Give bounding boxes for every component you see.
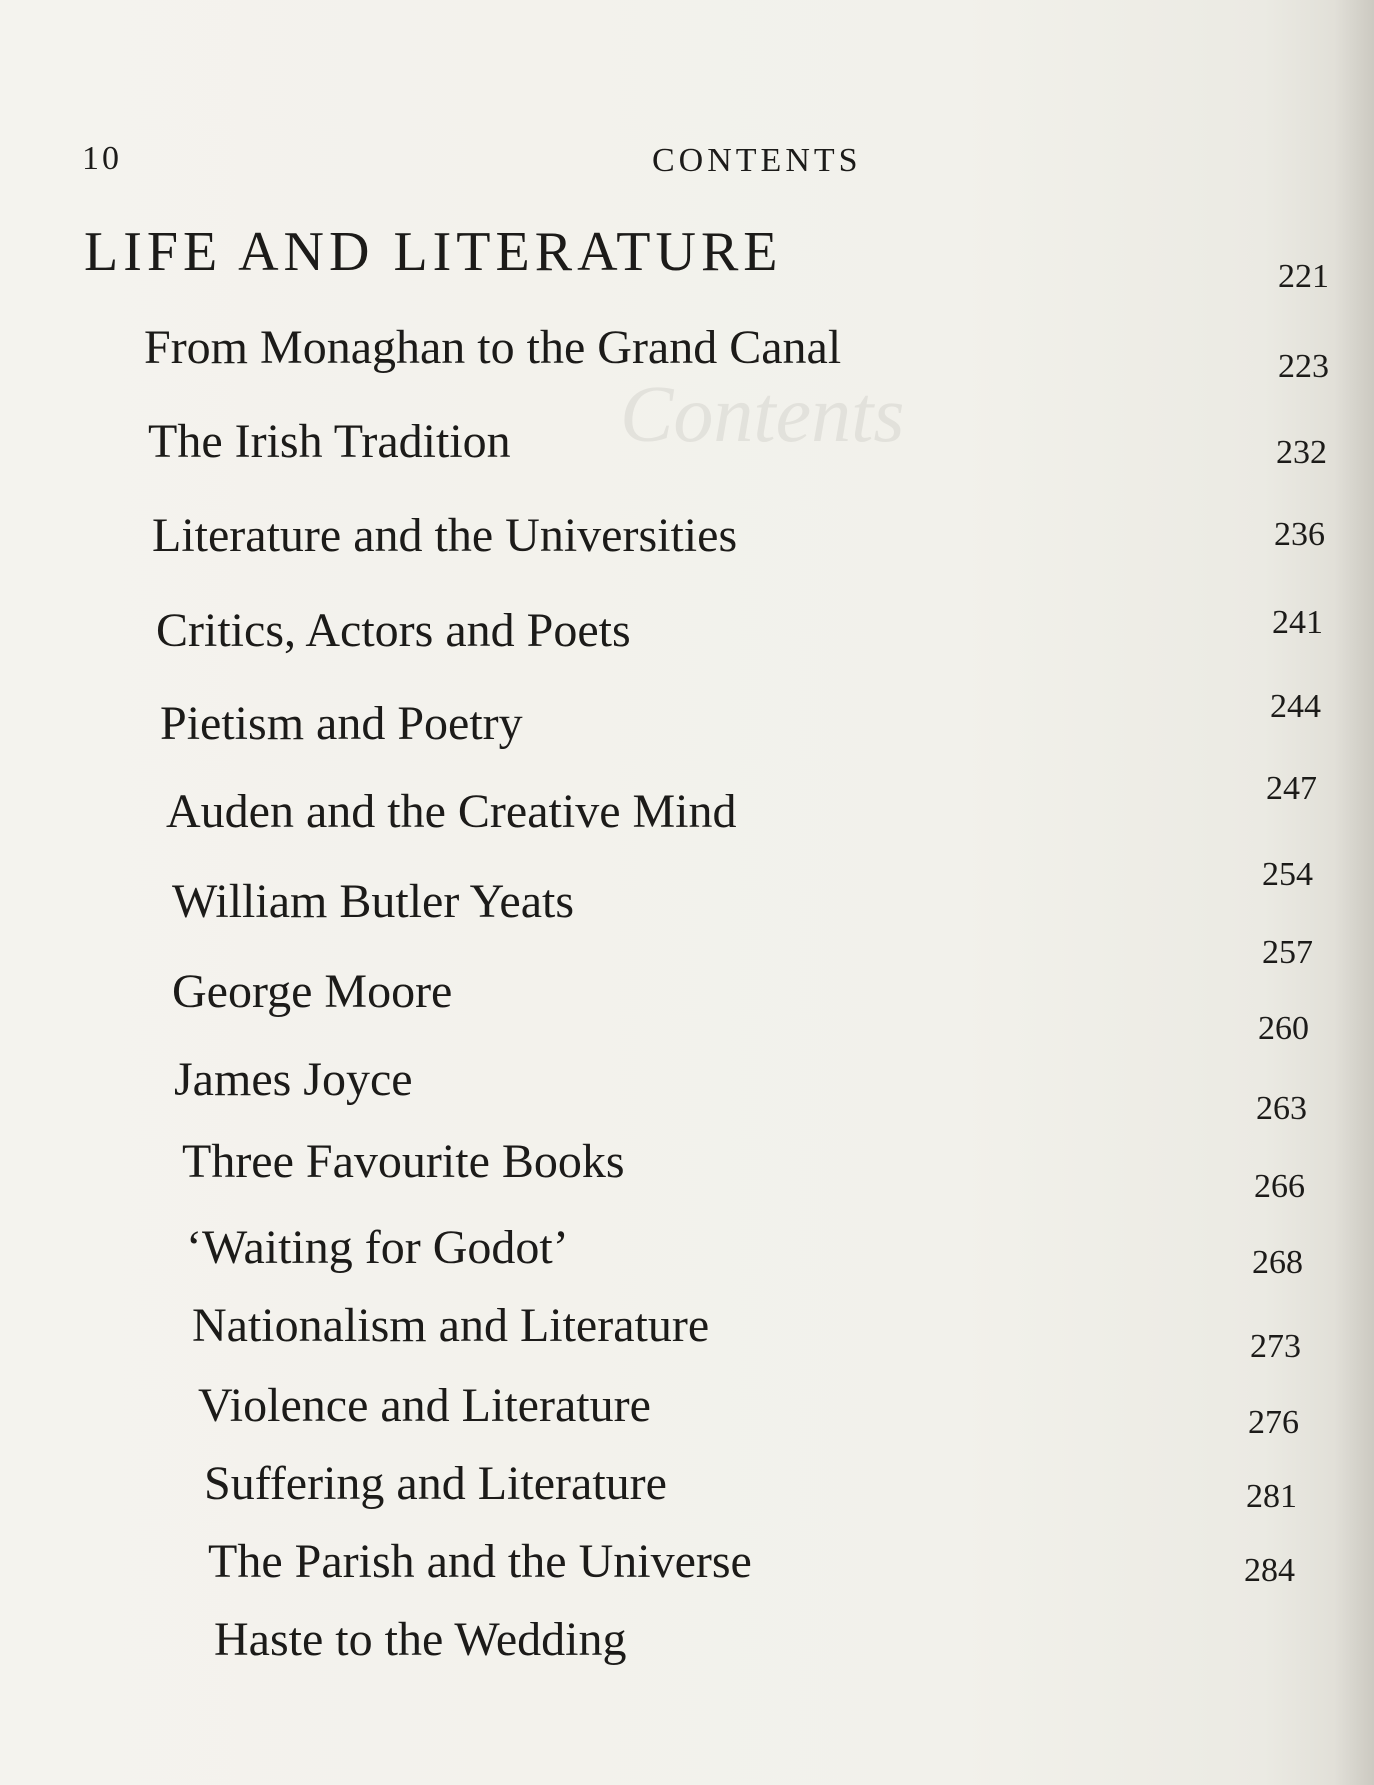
toc-entry-title: Violence and Literature xyxy=(198,1379,651,1432)
toc-entry-title: Nationalism and Literature xyxy=(192,1299,710,1352)
toc-entry-title: Critics, Actors and Poets xyxy=(156,604,631,657)
toc-entry-page: 247 xyxy=(1266,770,1317,807)
toc-entry-page: 276 xyxy=(1248,1404,1299,1441)
toc-entry-page: 241 xyxy=(1272,604,1323,641)
toc-entry-page: 263 xyxy=(1256,1090,1307,1127)
toc-entry-page: 266 xyxy=(1254,1168,1305,1205)
toc-entry-title: James Joyce xyxy=(174,1053,413,1106)
toc-entry-title: From Monaghan to the Grand Canal xyxy=(144,321,842,374)
toc-entry-page: 260 xyxy=(1258,1010,1309,1047)
toc-entry-page: 223 xyxy=(1278,348,1329,385)
page-edge-shadow xyxy=(1334,0,1374,1785)
toc-entry-title: Suffering and Literature xyxy=(204,1457,667,1510)
toc-entry-title: Literature and the Universities xyxy=(152,509,738,562)
toc-entry-title: The Parish and the Universe xyxy=(208,1535,752,1588)
toc-entry-page: 254 xyxy=(1262,856,1313,893)
toc-entry-title: Pietism and Poetry xyxy=(160,697,523,750)
toc-entry-page: 284 xyxy=(1244,1552,1295,1589)
toc-entry-title: The Irish Tradition xyxy=(148,415,511,468)
running-head: CONTENTS xyxy=(652,142,862,179)
toc-entry-title: ‘Waiting for Godot’ xyxy=(186,1221,569,1274)
toc-entry-title: George Moore xyxy=(172,965,453,1018)
toc-entry-page: 257 xyxy=(1262,934,1313,971)
toc-entry-title: Haste to the Wedding xyxy=(214,1613,627,1666)
show-through-heading: Contents xyxy=(620,371,905,459)
section-title: LIFE AND LITERATURE xyxy=(84,221,783,283)
toc-entry-page: 268 xyxy=(1252,1244,1303,1281)
toc-entry-page: 281 xyxy=(1246,1478,1297,1515)
toc-entry-title: Three Favourite Books xyxy=(182,1135,625,1188)
toc-entry-page: 232 xyxy=(1276,434,1327,471)
toc-entry-page: 273 xyxy=(1250,1328,1301,1365)
toc-entry-page: 236 xyxy=(1274,516,1325,553)
toc-entry-title: William Butler Yeats xyxy=(172,875,575,928)
toc-entry-title: Auden and the Creative Mind xyxy=(166,785,737,838)
page-number-folio: 10 xyxy=(82,140,122,177)
section-page-number: 221 xyxy=(1278,258,1329,295)
toc-entry-page: 244 xyxy=(1270,688,1321,725)
